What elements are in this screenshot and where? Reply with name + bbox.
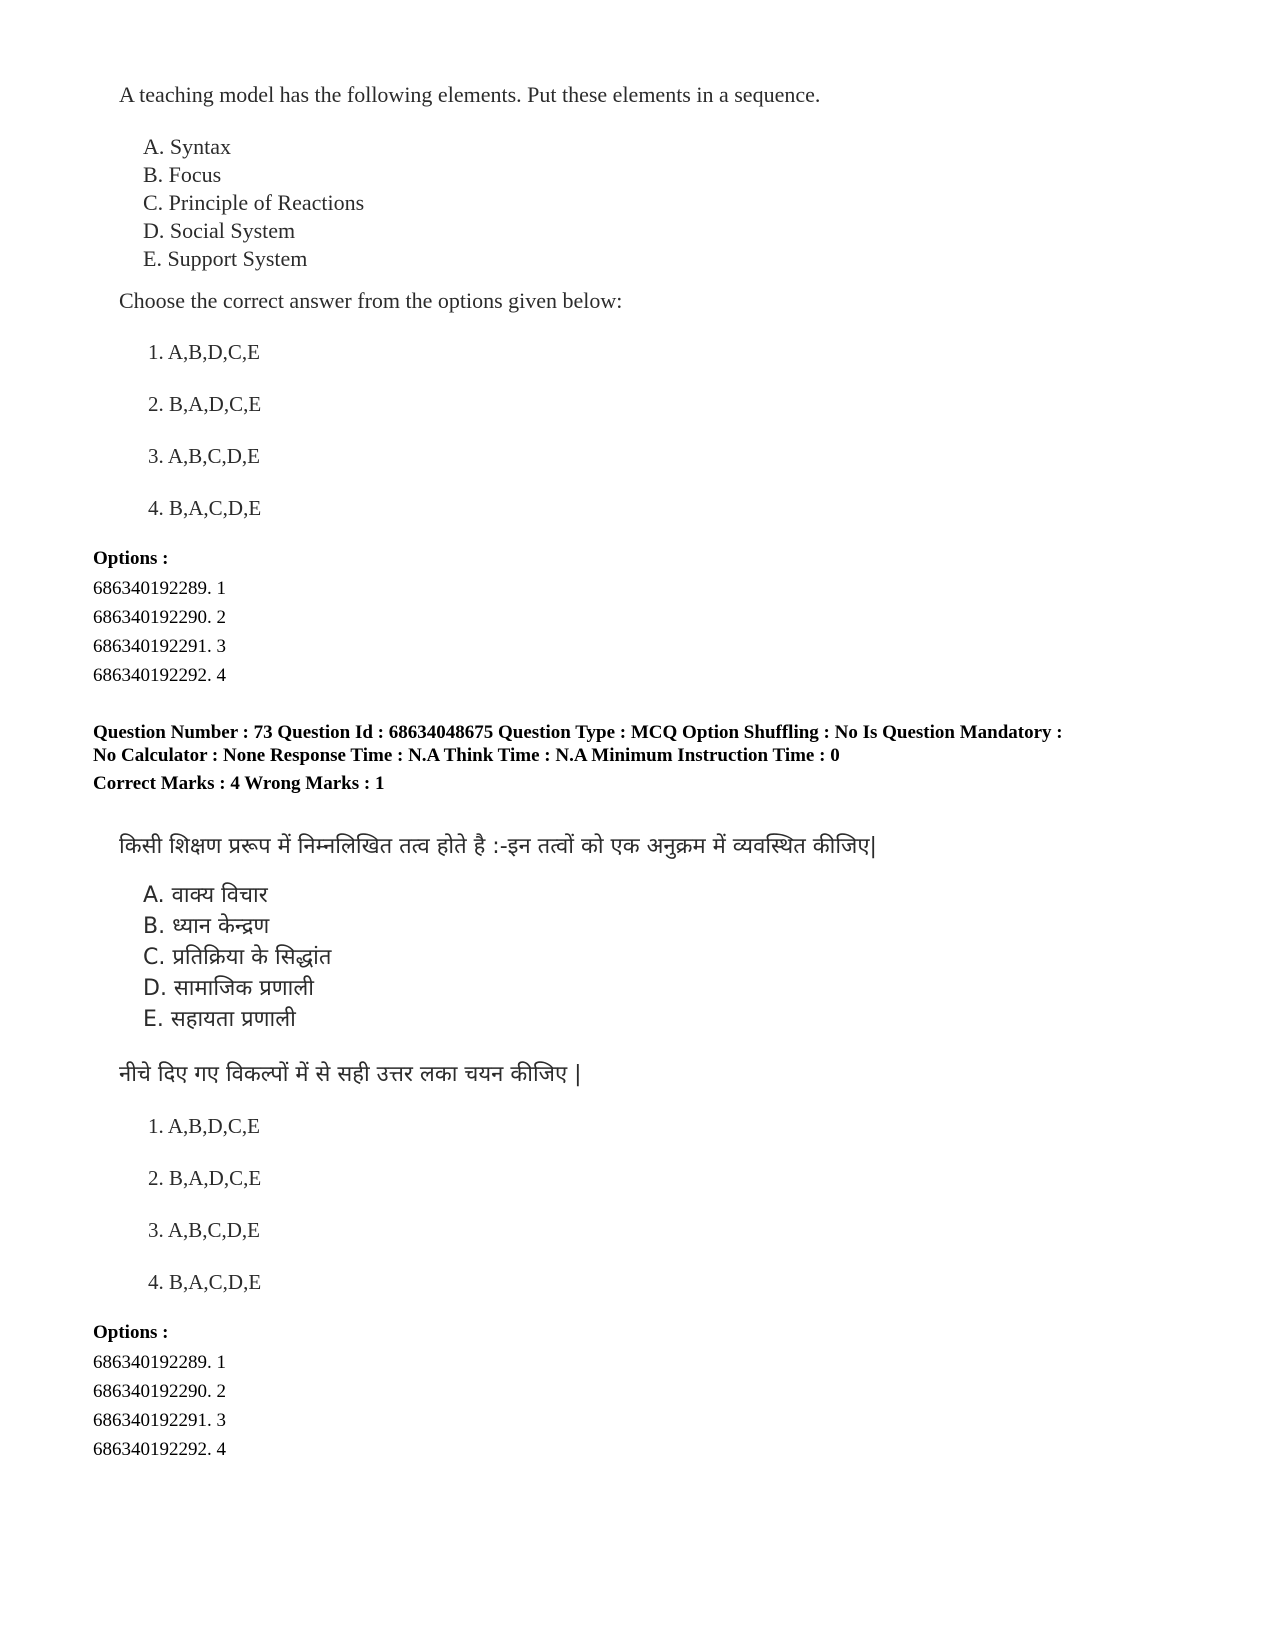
list-item: A. Syntax xyxy=(143,134,231,159)
list-item: E. Support System xyxy=(143,246,308,271)
answer-choice: 2. B,A,D,C,E xyxy=(148,392,262,416)
question-meta-line: No Calculator : None Response Time : N.A Think Time : N.A Minimum Instruction Time : 0 xyxy=(93,745,840,766)
element-list xyxy=(143,880,331,1035)
element-list xyxy=(143,133,364,273)
list-item: D. सामाजिक प्रणाली xyxy=(143,976,314,1001)
answer-choice: 4. B,A,C,D,E xyxy=(148,1270,262,1294)
question-stem: A teaching model has the following elements. Put these elements in a sequence. xyxy=(119,82,821,107)
option-item: 686340192290. 2 xyxy=(93,607,226,628)
option-item: 686340192292. 4 xyxy=(93,665,226,686)
options-label: Options : xyxy=(93,1322,169,1343)
answer-instruction: Choose the correct answer from the options given below: xyxy=(119,288,623,313)
options-list xyxy=(93,1348,226,1464)
answer-choice: 1. A,B,D,C,E xyxy=(148,340,261,364)
answer-choice: 1. A,B,D,C,E xyxy=(148,1114,261,1138)
list-item: D. Social System xyxy=(143,218,296,243)
list-item: E. सहायता प्रणाली xyxy=(143,1007,296,1032)
option-item: 686340192290. 2 xyxy=(93,1381,226,1402)
list-item: A. वाक्य विचार xyxy=(143,883,268,908)
list-item: B. Focus xyxy=(143,162,222,187)
options-label: Options : xyxy=(93,548,169,569)
list-item: C. Principle of Reactions xyxy=(143,190,365,215)
question-meta-line: Question Number : 73 Question Id : 68634048675 Question Type : MCQ Option Shuffling : No Is Question Mandatory : xyxy=(93,722,1063,743)
question-stem: किसी शिक्षण प्ररूप में निम्नलिखित तत्व होते है :-इन तत्वों को एक अनुक्रम में व्यवस्थित कीजिए| xyxy=(119,834,877,859)
answer-choice: 3. A,B,C,D,E xyxy=(148,1218,261,1242)
answer-choice: 4. B,A,C,D,E xyxy=(148,496,262,520)
list-item: B. ध्यान केन्द्रण xyxy=(143,914,270,939)
option-item: 686340192292. 4 xyxy=(93,1439,226,1460)
answer-choice: 3. A,B,C,D,E xyxy=(148,444,261,468)
option-item: 686340192289. 1 xyxy=(93,1352,226,1373)
list-item: C. प्रतिक्रिया के सिद्धांत xyxy=(143,945,332,970)
option-item: 686340192289. 1 xyxy=(93,578,226,599)
option-item: 686340192291. 3 xyxy=(93,1410,226,1431)
marks-line: Correct Marks : 4 Wrong Marks : 1 xyxy=(93,773,385,794)
answer-choice: 2. B,A,D,C,E xyxy=(148,1166,262,1190)
options-list xyxy=(93,574,226,690)
answer-instruction: नीचे दिए गए विकल्पों में से सही उत्तर लका चयन कीजिए | xyxy=(119,1062,582,1087)
option-item: 686340192291. 3 xyxy=(93,636,226,657)
